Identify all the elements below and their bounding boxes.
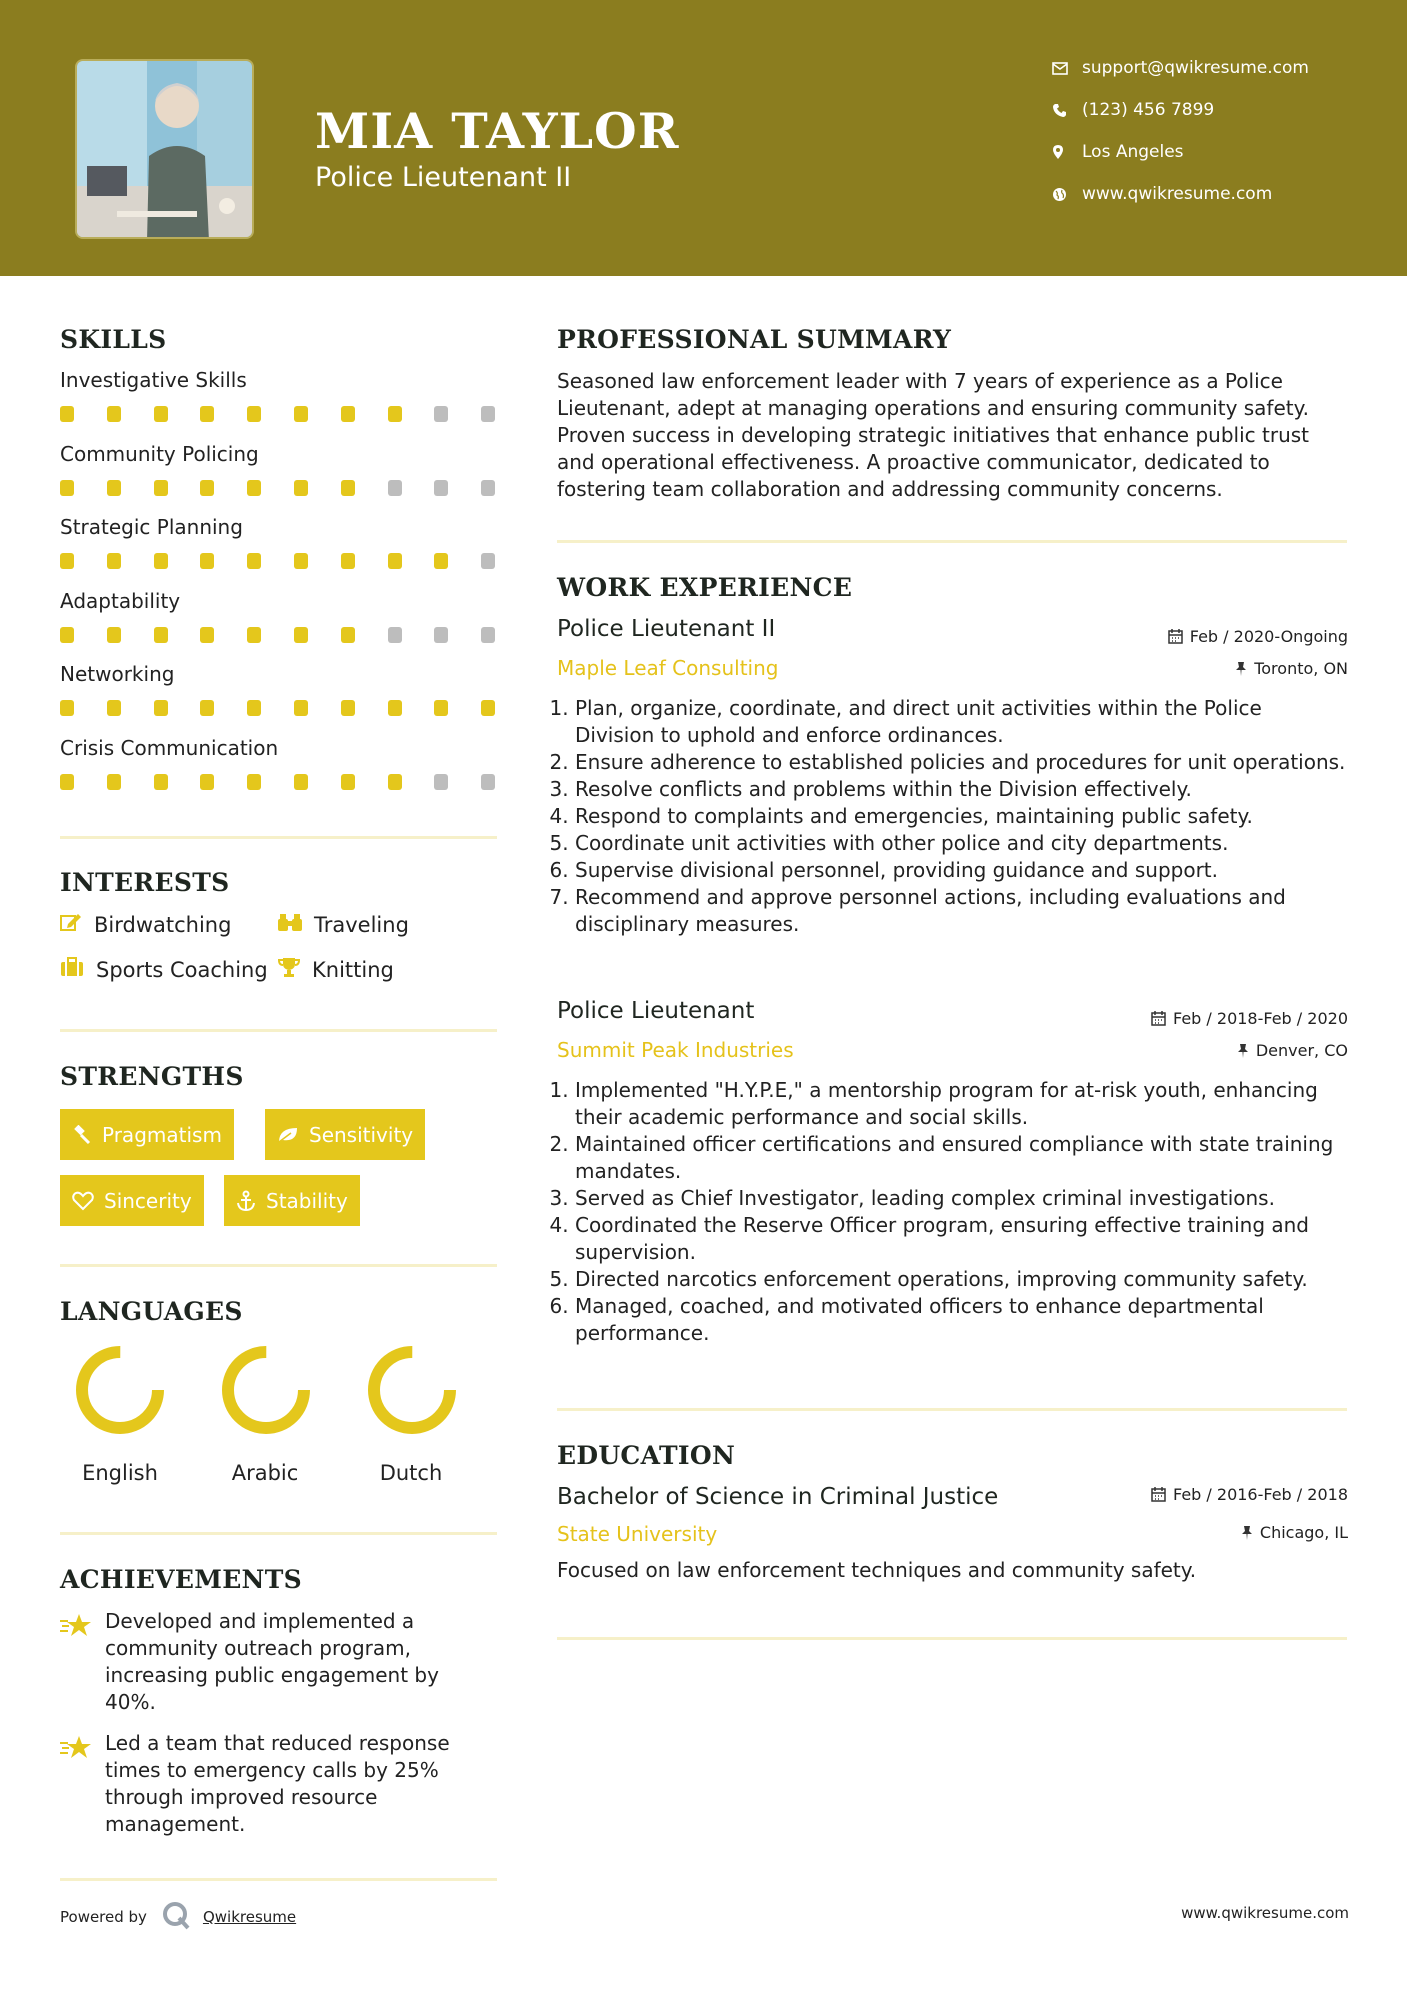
- strength-badge: Pragmatism: [60, 1109, 234, 1160]
- skill-level-dot: [388, 480, 402, 496]
- summary-heading: PROFESSIONAL SUMMARY: [557, 325, 952, 354]
- profile-photo: [75, 59, 254, 239]
- divider: [60, 1532, 497, 1535]
- skill-level-dot: [481, 406, 495, 422]
- duty-item: 3. Resolve conflicts and problems within the Division effectively.: [575, 776, 1347, 803]
- interest-item: Traveling: [278, 912, 409, 937]
- binoculars-icon: [278, 912, 302, 937]
- contact-location-text: Los Angeles: [1082, 142, 1184, 162]
- education-school: State University: [557, 1522, 718, 1546]
- skill-name: Networking: [60, 662, 175, 686]
- duty-item: 2. Ensure adherence to established policies and procedures for unit operations.: [575, 749, 1347, 776]
- skill-name: Adaptability: [60, 588, 181, 613]
- duty-item: 6. Managed, coached, and motivated officers to enhance departmental performance.: [575, 1293, 1347, 1347]
- job-duties-list: [557, 1077, 1347, 1347]
- skill-level-dot: [154, 700, 168, 716]
- contact-email[interactable]: [1052, 58, 1309, 78]
- skill-level-dot: [434, 774, 448, 790]
- envelope-icon: [1052, 62, 1082, 75]
- strength-badge: Sensitivity: [265, 1109, 425, 1160]
- interest-item: Sports Coaching: [60, 957, 268, 982]
- skill-level-dot: [294, 406, 308, 422]
- experience-heading: WORK EXPERIENCE: [557, 573, 853, 602]
- language-label: English: [82, 1461, 158, 1485]
- skill-level-dot: [60, 700, 74, 716]
- skill-level-dot: [107, 700, 121, 716]
- pencil-square-icon: [60, 912, 82, 937]
- skill-name: Community Policing: [60, 441, 259, 466]
- star-icon: [60, 1613, 92, 1643]
- candidate-name: MIA TAYLOR: [315, 102, 680, 160]
- skill-level-dot: [200, 700, 214, 716]
- duty-item: 6. Supervise divisional personnel, providing guidance and support.: [575, 857, 1347, 884]
- pushpin-icon: [1235, 661, 1247, 676]
- suitcase-icon: [60, 957, 84, 982]
- divider: [60, 1029, 497, 1032]
- contact-phone[interactable]: [1052, 100, 1214, 120]
- skill-level-dot: [294, 700, 308, 716]
- skill-level-dot: [341, 406, 355, 422]
- contact-email-text: support@qwikresume.com: [1082, 58, 1309, 78]
- interest-item: Birdwatching: [60, 912, 231, 937]
- summary-text: Seasoned law enforcement leader with 7 years of experience as a Police Lieutenant, adept at managing operations and ensuring community safety. Proven success in developing strategic initiatives that enhance public trust and operational effectiveness. A proactive communicator, dedicated to fostering team collaboration and addressing community concerns.: [557, 369, 1310, 501]
- duty-item: 2. Maintained officer certifications and ensured compliance with state training mandates.: [575, 1131, 1347, 1185]
- education-description: Focused on law enforcement techniques and community safety.: [557, 1558, 1197, 1582]
- skill-level-dot: [481, 627, 495, 643]
- skill-level-dot: [60, 480, 74, 496]
- language-label: Dutch: [379, 1461, 443, 1485]
- job-dates: Feb / 2018-Feb / 2020: [1088, 1009, 1348, 1028]
- achievement-text: Led a team that reduced response times to emergency calls by 25% through improved resource management.: [105, 1731, 450, 1836]
- skill-level-dot: [294, 553, 308, 569]
- skill-level-dot: [107, 553, 121, 569]
- skill-name: Crisis Communication: [60, 735, 279, 760]
- skill-name: Investigative Skills: [60, 368, 247, 392]
- skill-level-dot: [200, 774, 214, 790]
- qwikresume-logo-icon: [161, 1900, 191, 1934]
- skill-level-dot: [107, 480, 121, 496]
- skill-level-dot: [107, 774, 121, 790]
- languages-heading: LANGUAGES: [60, 1297, 243, 1326]
- skill-level-dot: [200, 480, 214, 496]
- skill-level-dot: [107, 406, 121, 422]
- map-pin-icon: [1052, 144, 1082, 160]
- skill-level-dot: [247, 627, 261, 643]
- divider: [557, 1408, 1347, 1411]
- job-title: Police Lieutenant: [557, 998, 755, 1024]
- skill-level-dot: [481, 553, 495, 569]
- skill-level-dot: [481, 480, 495, 496]
- skill-level-dot: [60, 553, 74, 569]
- duty-item: 3. Served as Chief Investigator, leading complex criminal investigations.: [575, 1185, 1347, 1212]
- leaf-icon: [277, 1126, 299, 1144]
- job-duties-list: [557, 695, 1347, 938]
- strengths-heading: STRENGTHS: [60, 1062, 244, 1091]
- skill-level-dot: [434, 700, 448, 716]
- skill-level-dot: [200, 627, 214, 643]
- calendar-icon: [1151, 1011, 1166, 1026]
- skill-level-dot: [294, 480, 308, 496]
- skill-level-dot: [388, 553, 402, 569]
- language-label: Arabic: [231, 1461, 299, 1485]
- skill-level-dot: [341, 553, 355, 569]
- profile-photo-image: [77, 61, 254, 239]
- divider: [557, 1637, 1347, 1640]
- anchor-icon: [236, 1190, 256, 1212]
- job-title: Police Lieutenant II: [557, 616, 776, 642]
- skill-level-dot: [200, 406, 214, 422]
- contact-website-text: www.qwikresume.com: [1082, 184, 1273, 204]
- job-location: Toronto, ON: [1088, 659, 1348, 678]
- strength-badge: Stability: [224, 1175, 360, 1226]
- divider: [60, 1264, 497, 1267]
- qwikresume-link[interactable]: Qwikresume: [202, 1908, 297, 1926]
- language-gauges: [60, 1340, 480, 1450]
- duty-item: 5. Coordinate unit activities with other police and city departments.: [575, 830, 1347, 857]
- skill-level-dot: [154, 406, 168, 422]
- education-location: Chicago, IL: [1088, 1523, 1348, 1542]
- skill-level-dot: [481, 700, 495, 716]
- duty-item: 1. Implemented "H.Y.P.E," a mentorship program for at-risk youth, enhancing their academic performance and social skills.: [575, 1077, 1347, 1131]
- skill-level-dot: [434, 480, 448, 496]
- duty-item: 5. Directed narcotics enforcement operations, improving community safety.: [575, 1266, 1347, 1293]
- skill-level-dot: [341, 700, 355, 716]
- divider: [60, 836, 497, 839]
- strength-badge: Sincerity: [60, 1175, 204, 1226]
- duty-item: 4. Respond to complaints and emergencies, maintaining public safety.: [575, 803, 1347, 830]
- job-dates: Feb / 2020-Ongoing: [1088, 627, 1348, 646]
- skill-level-dot: [434, 553, 448, 569]
- skill-level-dot: [294, 774, 308, 790]
- skill-level-dot: [154, 553, 168, 569]
- skill-level-dot: [247, 700, 261, 716]
- achievement-text: Developed and implemented a community outreach program, increasing public engagement by 40%.: [105, 1609, 439, 1714]
- pushpin-icon: [1241, 1525, 1253, 1540]
- skill-level-dot: [60, 406, 74, 422]
- job-company: Maple Leaf Consulting: [557, 656, 779, 680]
- calendar-icon: [1168, 629, 1183, 644]
- language-level-ring: [82, 1352, 158, 1428]
- skill-level-dot: [247, 406, 261, 422]
- trophy-icon: [278, 957, 300, 982]
- skill-level-dot: [247, 774, 261, 790]
- footer-website[interactable]: www.qwikresume.com: [1181, 1904, 1349, 1922]
- interests-heading: INTERESTS: [60, 868, 230, 897]
- globe-icon: [1052, 187, 1082, 202]
- skill-level-dot: [481, 774, 495, 790]
- skill-level-dot: [294, 627, 308, 643]
- skill-level-dot: [341, 774, 355, 790]
- skill-level-dot: [434, 406, 448, 422]
- skill-level-dot: [200, 553, 214, 569]
- education-heading: EDUCATION: [557, 1441, 736, 1470]
- footer-powered-by: Powered by Qwikresume: [60, 1900, 296, 1934]
- contact-website[interactable]: [1052, 184, 1272, 204]
- divider: [60, 1878, 497, 1881]
- gavel-icon: [72, 1125, 92, 1145]
- phone-icon: [1052, 103, 1082, 118]
- language-level-ring: [374, 1352, 450, 1428]
- achievements-heading: ACHIEVEMENTS: [60, 1565, 302, 1594]
- contact-phone-text: (123) 456 7899: [1082, 100, 1215, 120]
- interest-item: Knitting: [278, 957, 394, 982]
- skill-level-dot: [60, 774, 74, 790]
- language-level-ring: [228, 1352, 304, 1428]
- skill-level-dot: [434, 627, 448, 643]
- header-banner: [0, 0, 1407, 276]
- duty-item: 7. Recommend and approve personnel actions, including evaluations and disciplinary measures.: [575, 884, 1347, 938]
- skill-level-dot: [341, 627, 355, 643]
- calendar-icon: [1151, 1487, 1166, 1502]
- pushpin-icon: [1237, 1043, 1249, 1058]
- skill-level-dot: [388, 627, 402, 643]
- skill-level-dot: [154, 480, 168, 496]
- candidate-title: Police Lieutenant II: [315, 162, 572, 193]
- skill-level-dot: [388, 406, 402, 422]
- heart-icon: [72, 1191, 94, 1211]
- skill-level-dot: [154, 627, 168, 643]
- skill-level-dot: [60, 627, 74, 643]
- education-degree: Bachelor of Science in Criminal Justice: [557, 1484, 999, 1510]
- skill-level-dot: [247, 480, 261, 496]
- skill-level-dot: [341, 480, 355, 496]
- duty-item: 4. Coordinated the Reserve Officer program, ensuring effective training and supervision.: [575, 1212, 1347, 1266]
- job-company: Summit Peak Industries: [557, 1038, 794, 1062]
- divider: [557, 540, 1347, 543]
- skill-level-dot: [388, 700, 402, 716]
- skills-heading: SKILLS: [60, 325, 167, 354]
- skill-name: Strategic Planning: [60, 515, 243, 539]
- job-location: Denver, CO: [1088, 1041, 1348, 1060]
- education-dates: Feb / 2016-Feb / 2018: [1088, 1485, 1348, 1504]
- duty-item: 1. Plan, organize, coordinate, and direct unit activities within the Police Division to uphold and enforce ordinances.: [575, 695, 1347, 749]
- skill-level-dot: [247, 553, 261, 569]
- star-icon: [60, 1735, 92, 1765]
- skill-level-dot: [388, 774, 402, 790]
- skill-level-dot: [154, 774, 168, 790]
- contact-location: [1052, 142, 1184, 162]
- skill-level-dot: [107, 627, 121, 643]
